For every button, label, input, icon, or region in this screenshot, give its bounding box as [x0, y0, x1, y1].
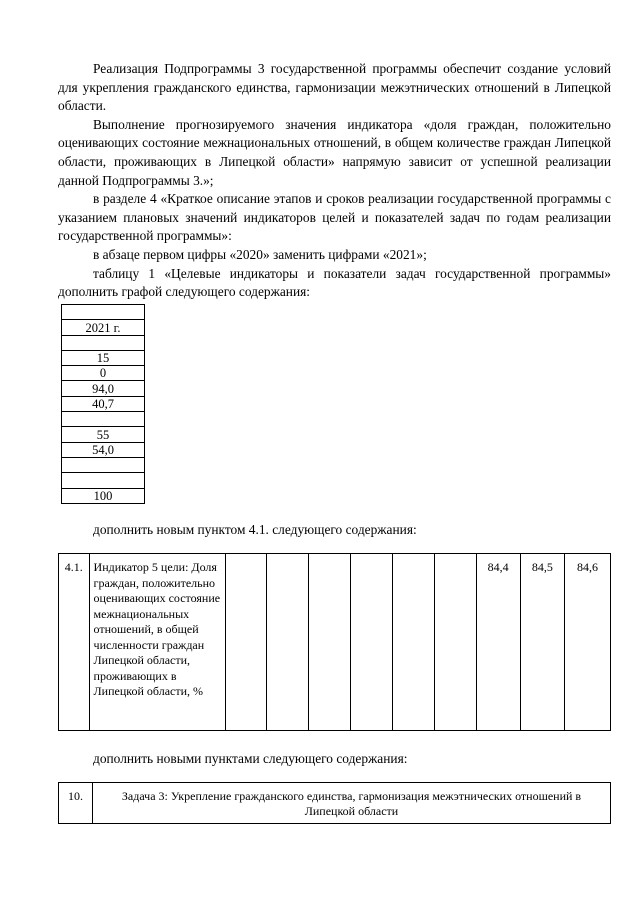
paragraph: Реализация Подпрограммы 3 государственной программы обеспечит создание условий для укрепления гражданского единства, гармонизации межэтнических отношений в Липецкой области. — [58, 61, 611, 114]
table-cell — [62, 412, 145, 427]
value-cell — [267, 554, 309, 731]
table-cell: 0 — [62, 366, 145, 381]
table-cell: 54,0 — [62, 442, 145, 457]
value-cell: 84,5 — [520, 554, 564, 731]
table-cell — [62, 473, 145, 488]
paragraph: в абзаце первом цифры «2020» заменить цифрами «2021»; — [93, 246, 427, 262]
table-cell: 40,7 — [62, 396, 145, 411]
row-number: 10. — [59, 783, 93, 824]
year-2021-column-table — [61, 304, 145, 504]
column-header-2021: 2021 г. — [62, 320, 145, 335]
table-cell: 55 — [62, 427, 145, 442]
table-cell: 94,0 — [62, 381, 145, 396]
caption-new-point: дополнить новым пунктом 4.1. следующего содержания: — [93, 522, 417, 537]
indicator-table — [58, 553, 611, 731]
paragraph: Выполнение прогнозируемого значения индикатора «доля граждан, положительно оценивающих состояние межнациональных отношений, в общем количестве граждан Липецкой области, проживающих в Липецкой области» напрямую зависит от успешной реализации данной Подпрограммы 3.»; — [58, 116, 611, 188]
value-cell — [392, 554, 434, 731]
indicator-name: Индикатор 5 цели: Доля граждан, положительно оценивающих состояние межнациональных отношений, в общей численности граждан Липецкой области, проживающих в Липецкой области, % — [89, 554, 225, 731]
value-cell — [351, 554, 393, 731]
task-text: Задача 3: Укрепление гражданского единства, гармонизация межэтнических отношений в Липецкой области — [92, 783, 610, 824]
table-cell: 100 — [62, 488, 145, 503]
table-cell — [62, 457, 145, 472]
value-cell — [434, 554, 476, 731]
caption-new-points: дополнить новыми пунктами следующего содержания: — [93, 751, 408, 766]
value-cell — [309, 554, 351, 731]
paragraph: в разделе 4 «Краткое описание этапов и сроков реализации государственной программы с указанием плановых значений индикаторов целей и показателей задач по годам реализации государственной программы»: — [58, 191, 611, 244]
table-row — [59, 783, 611, 824]
value-cell: 84,6 — [564, 554, 610, 731]
table-cell: 15 — [62, 350, 145, 365]
value-cell — [225, 554, 267, 731]
table-row — [59, 554, 611, 731]
table-cell — [62, 305, 145, 320]
body-text — [58, 60, 611, 302]
table-cell — [62, 335, 145, 350]
task-table — [58, 782, 611, 824]
value-cell: 84,4 — [476, 554, 520, 731]
paragraph: таблицу 1 «Целевые индикаторы и показатели задач государственной программы» дополнить графой следующего содержания: — [58, 265, 611, 300]
row-number: 4.1. — [59, 554, 90, 731]
